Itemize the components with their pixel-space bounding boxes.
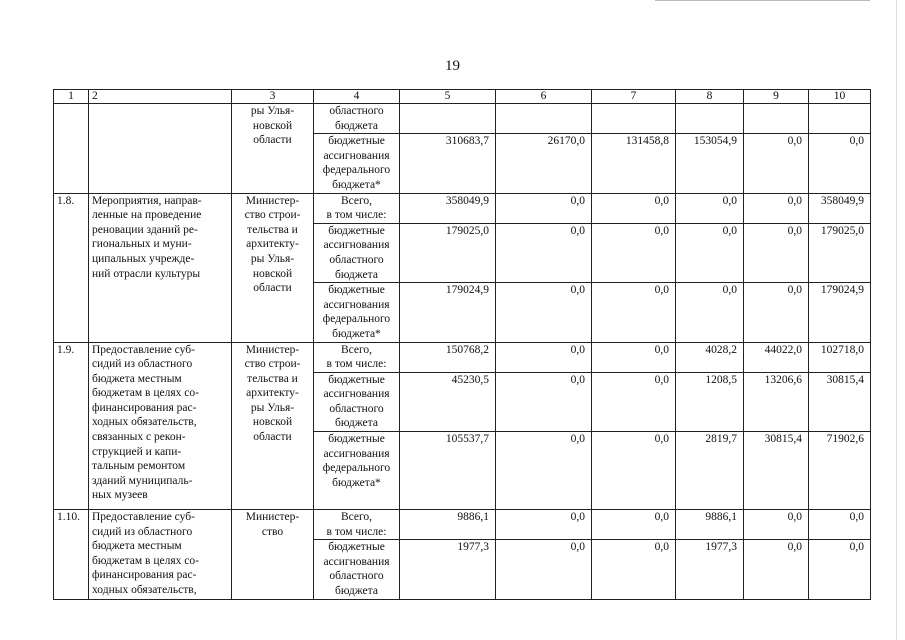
table-row bbox=[54, 342, 871, 372]
item-name: Мероприятия, направ- ленные на проведение реновации зданий ре- гиональных и муни- ципальных учрежде- ний отрасли культуры bbox=[89, 193, 232, 342]
value-cell: 179024,9 bbox=[809, 283, 871, 342]
executor: Министер- ство строи- тельства и архитекту- ры Улья- новской области bbox=[232, 193, 314, 342]
value-cell: 0,0 bbox=[744, 283, 809, 342]
item-number bbox=[54, 104, 89, 194]
column-number: 9 bbox=[744, 90, 809, 104]
value-cell: 2819,7 bbox=[676, 432, 744, 510]
column-number: 4 bbox=[314, 90, 400, 104]
value-cell: 0,0 bbox=[809, 540, 871, 599]
scan-artifact bbox=[655, 0, 870, 1]
value-cell: 1208,5 bbox=[676, 372, 744, 431]
value-cell bbox=[676, 104, 744, 134]
item-name bbox=[89, 104, 232, 194]
column-number: 7 bbox=[592, 90, 676, 104]
page-number: 19 bbox=[445, 58, 460, 74]
value-cell: 150768,2 bbox=[400, 342, 496, 372]
value-cell: 0,0 bbox=[496, 193, 592, 223]
value-cell: 1977,3 bbox=[676, 540, 744, 599]
column-number: 1 bbox=[54, 90, 89, 104]
value-cell: 0,0 bbox=[592, 223, 676, 282]
funding-source: бюджетные ассигнования областного бюджета bbox=[314, 372, 400, 431]
value-cell: 0,0 bbox=[496, 342, 592, 372]
value-cell bbox=[744, 104, 809, 134]
value-cell: 44022,0 bbox=[744, 342, 809, 372]
value-cell: 0,0 bbox=[592, 193, 676, 223]
value-cell: 9886,1 bbox=[676, 510, 744, 540]
value-cell: 0,0 bbox=[809, 134, 871, 193]
budget-table bbox=[53, 89, 871, 600]
table-row bbox=[54, 193, 871, 223]
value-cell: 179025,0 bbox=[809, 223, 871, 282]
value-cell: 0,0 bbox=[592, 372, 676, 431]
value-cell: 310683,7 bbox=[400, 134, 496, 193]
value-cell: 102718,0 bbox=[809, 342, 871, 372]
value-cell: 0,0 bbox=[496, 283, 592, 342]
scan-artifact bbox=[896, 0, 897, 640]
value-cell: 0,0 bbox=[676, 283, 744, 342]
column-number: 2 bbox=[89, 90, 232, 104]
value-cell: 0,0 bbox=[496, 372, 592, 431]
value-cell: 0,0 bbox=[676, 223, 744, 282]
value-cell: 45230,5 bbox=[400, 372, 496, 431]
funding-source: Всего, в том числе: bbox=[314, 193, 400, 223]
funding-source: Всего, в том числе: bbox=[314, 510, 400, 540]
funding-source: бюджетные ассигнования федерального бюджета* bbox=[314, 283, 400, 342]
value-cell bbox=[496, 104, 592, 134]
item-number: 1.9. bbox=[54, 342, 89, 510]
value-cell: 0,0 bbox=[592, 540, 676, 599]
value-cell: 26170,0 bbox=[496, 134, 592, 193]
executor: Министер- ство bbox=[232, 510, 314, 600]
value-cell: 0,0 bbox=[809, 510, 871, 540]
value-cell: 30815,4 bbox=[744, 432, 809, 510]
value-cell: 9886,1 bbox=[400, 510, 496, 540]
executor: ры Улья- новской области bbox=[232, 104, 314, 194]
value-cell: 71902,6 bbox=[809, 432, 871, 510]
column-number: 5 bbox=[400, 90, 496, 104]
value-cell: 0,0 bbox=[592, 510, 676, 540]
value-cell: 358049,9 bbox=[400, 193, 496, 223]
executor: Министер- ство строи- тельства и архитекту- ры Улья- новской области bbox=[232, 342, 314, 510]
column-number: 6 bbox=[496, 90, 592, 104]
column-number: 3 bbox=[232, 90, 314, 104]
item-name: Предоставление суб- сидий из областного бюджета местным бюджетам в целях со- финансирования рас- ходных обязательств, связанных с рекон- струкцией и капи- тальным ремонтом зданий муниципаль- ных музеев bbox=[89, 342, 232, 510]
funding-source: областного бюджета bbox=[314, 104, 400, 134]
value-cell: 153054,9 bbox=[676, 134, 744, 193]
value-cell: 0,0 bbox=[744, 510, 809, 540]
table-row bbox=[54, 104, 871, 134]
value-cell: 0,0 bbox=[744, 540, 809, 599]
funding-source: бюджетные ассигнования областного бюджета bbox=[314, 540, 400, 599]
value-cell: 105537,7 bbox=[400, 432, 496, 510]
value-cell: 1977,3 bbox=[400, 540, 496, 599]
value-cell bbox=[809, 104, 871, 134]
value-cell: 0,0 bbox=[744, 223, 809, 282]
value-cell: 4028,2 bbox=[676, 342, 744, 372]
value-cell: 179025,0 bbox=[400, 223, 496, 282]
value-cell: 0,0 bbox=[496, 223, 592, 282]
column-number: 8 bbox=[676, 90, 744, 104]
value-cell: 0,0 bbox=[496, 510, 592, 540]
funding-source: бюджетные ассигнования федерального бюджета* bbox=[314, 432, 400, 510]
table-row bbox=[54, 510, 871, 540]
value-cell: 13206,6 bbox=[744, 372, 809, 431]
value-cell: 0,0 bbox=[744, 193, 809, 223]
value-cell bbox=[592, 104, 676, 134]
value-cell: 131458,8 bbox=[592, 134, 676, 193]
value-cell: 0,0 bbox=[744, 134, 809, 193]
item-number: 1.10. bbox=[54, 510, 89, 600]
value-cell: 0,0 bbox=[676, 193, 744, 223]
value-cell: 179024,9 bbox=[400, 283, 496, 342]
funding-source: Всего, в том числе: bbox=[314, 342, 400, 372]
funding-source: бюджетные ассигнования федерального бюджета* bbox=[314, 134, 400, 193]
value-cell: 0,0 bbox=[496, 432, 592, 510]
value-cell: 0,0 bbox=[592, 342, 676, 372]
value-cell: 0,0 bbox=[592, 432, 676, 510]
header-row bbox=[54, 90, 871, 104]
column-number: 10 bbox=[809, 90, 871, 104]
funding-source: бюджетные ассигнования областного бюджета bbox=[314, 223, 400, 282]
value-cell: 0,0 bbox=[592, 283, 676, 342]
value-cell: 358049,9 bbox=[809, 193, 871, 223]
value-cell bbox=[400, 104, 496, 134]
item-number: 1.8. bbox=[54, 193, 89, 342]
value-cell: 30815,4 bbox=[809, 372, 871, 431]
value-cell: 0,0 bbox=[496, 540, 592, 599]
item-name: Предоставление суб- сидий из областного бюджета местным бюджетам в целях со- финансирования рас- ходных обязательств, bbox=[89, 510, 232, 600]
